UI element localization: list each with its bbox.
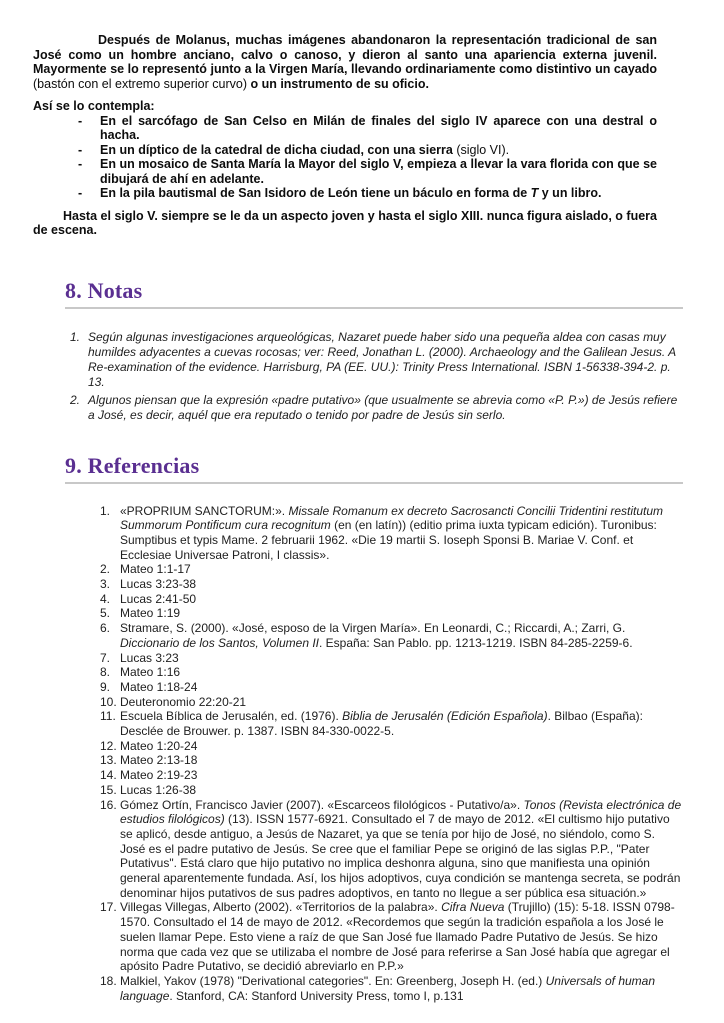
item-text xyxy=(100,157,657,186)
reference-item xyxy=(33,592,683,607)
item-marker: 12. xyxy=(100,738,117,753)
paragraph-asi-se-lo-contempla: Así se lo contempla: xyxy=(33,99,155,113)
text-run: «PROPRIUM SANCTORUM:». xyxy=(120,503,289,518)
text-run: (13). ISSN 1577-6921. Consultado el 7 de mayo de 2012. «El cultismo hijo putativo se aplicó, desde antiguo, a Jesús de Nazaret, ya que se tenía por hijo de José, no siéndolo, como S. José es el padre putativo de Jesús. Se cree que el familiar Pepe se originó de las siglas P.P., "Pater Putativus". Está claro que hijo putativo no implica deshonra alguna, sino que manifiesta una opinión general aparentemente fundada. Así, los hijos adoptivos, cuya condición se mantenga secreta, se podrán denominar hijos putativos de sus padres adoptivos, en tanto no llegue a ser pública esa situación.» xyxy=(120,812,681,900)
item-marker: 11. xyxy=(100,709,116,724)
text-run: Después de Molanus, muchas imágenes abandonaron la representación tradicional de san José como un hombre anciano, calvo o canoso, y dieron al santo una apariencia externa juvenil. Mayormente se lo representó junto a la Virgen María, llevando ordinariamente como distintivo un cayado xyxy=(33,33,657,76)
item-marker: - xyxy=(78,157,83,171)
paragraph-despues-de-molanus xyxy=(33,33,657,91)
paragraph-hasta-el-siglo: Hasta el siglo V. siempre se le da un aspecto joven y hasta el siglo XIII. nunca figura aislado, o fuera de escena. xyxy=(33,208,657,237)
item-marker: 17. xyxy=(100,900,117,915)
text-run: En un mosaico de Santa María la Mayor del siglo V, empieza a llevar la vara florida con que se dibujará de ahí en adelante. xyxy=(100,157,657,186)
reference-item xyxy=(33,798,683,901)
item-text xyxy=(120,709,643,738)
reference-item xyxy=(33,562,683,577)
text-run: Cifra Nueva xyxy=(441,900,505,915)
item-marker: 2. xyxy=(70,392,81,407)
item-text xyxy=(120,798,681,900)
text-run: Según algunas investigaciones arqueológicas, Nazaret puede haber sido una pequeña aldea con casas muy humildes adyacentes a cuevas rocosas; ver: Reed, Jonathan L. (2000). Archaeology and the Galilean Jesus. A Re-examination of the evidence. Harrisburg, PA (EE. UU.): Trinity Press International. ISBN 1-56338-394-2. p. 13. xyxy=(88,329,676,389)
reference-item xyxy=(33,695,683,710)
text-run: . Stanford, CA: Stanford University Press, tomo I, p.131 xyxy=(169,988,464,1003)
text-run: Lucas 3:23 xyxy=(120,650,179,665)
bullet-item xyxy=(33,114,657,143)
item-text xyxy=(120,606,180,620)
item-marker: 10. xyxy=(100,694,117,709)
reference-item xyxy=(33,577,683,592)
item-text xyxy=(120,783,196,797)
text-run: (Trujillo) (15): 5-18. ISSN 0798-1570. Consultado el 14 de mayo de 2012. «Recordemos que según la tradición española a los José le suelen llamar Pepe. Esto viene a raíz de que San José fue llamado Padre Putativo de Jesús. Se hizo norma que cada vez que se utilizaba el nombre de José para referirse a San José había que agregar el apósito Padre Putativo, se decidió abreviarlo en P.P.» xyxy=(120,900,675,974)
item-marker: 1. xyxy=(70,329,81,344)
item-marker: 7. xyxy=(100,650,111,665)
item-marker: 6. xyxy=(100,621,111,636)
item-marker: 16. xyxy=(100,797,117,812)
item-marker: 14. xyxy=(100,768,117,783)
item-text xyxy=(120,577,196,591)
item-text xyxy=(120,504,663,562)
reference-item xyxy=(33,504,683,563)
note-item xyxy=(33,393,683,423)
reference-item xyxy=(33,651,683,666)
text-run: . Bilbao (España): Desclée de Brouwer. p. 1387. ISBN 84-330-0022-5. xyxy=(120,709,643,739)
item-text xyxy=(120,562,191,576)
reference-item xyxy=(33,974,683,1003)
item-marker: 8. xyxy=(100,665,111,680)
reference-item xyxy=(33,768,683,783)
notes-list xyxy=(33,330,683,423)
item-text xyxy=(100,186,601,200)
text-run: Biblia de Jerusalén (Edición Española) xyxy=(342,709,548,724)
note-item xyxy=(33,330,683,390)
item-marker: - xyxy=(78,142,83,157)
text-run: Universals of human language xyxy=(120,974,656,1003)
reference-item xyxy=(33,606,683,621)
reference-item xyxy=(33,621,683,650)
bullet-item xyxy=(33,143,657,158)
text-run: Villegas Villegas, Alberto (2002). «Territorios de la palabra». xyxy=(120,900,442,915)
text-run: Mateo 1:19 xyxy=(120,606,181,621)
reference-item xyxy=(33,709,683,738)
item-text xyxy=(120,900,675,973)
section-heading-notas: 8. Notas xyxy=(65,278,683,309)
item-marker: 1. xyxy=(100,503,111,518)
text-run: Mateo 2:19-23 xyxy=(120,768,198,783)
item-text xyxy=(120,753,197,767)
item-marker: - xyxy=(78,113,83,128)
bullet-item xyxy=(33,157,657,186)
item-text xyxy=(100,114,657,143)
reference-item xyxy=(33,753,683,768)
text-run: Diccionario de los Santos, Volumen II xyxy=(120,635,319,650)
text-run: Mateo 2:13-18 xyxy=(120,753,198,768)
reference-item xyxy=(33,739,683,754)
item-marker: 2. xyxy=(100,562,111,577)
reference-item xyxy=(33,680,683,695)
text-run: En el sarcófago de San Celso en Milán de finales del siglo IV aparece con una destral o hacha. xyxy=(100,113,657,142)
text-run: T xyxy=(530,186,539,200)
item-text xyxy=(100,143,509,157)
text-run: Missale Romanum ex decreto Sacrosancti Concilii Tridentini restitutum Summorum Pontificum cura recognitum xyxy=(120,503,664,533)
text-run: Gómez Ortín, Francisco Javier (2007). «Escarceos filológicos - Putativo/a». xyxy=(120,797,524,812)
item-text xyxy=(120,739,197,753)
item-text xyxy=(120,768,197,782)
text-run: Tonos (Revista electrónica de estudios filológicos) xyxy=(120,797,682,827)
item-text xyxy=(120,592,196,606)
bullet-list xyxy=(33,114,657,201)
text-run: Mateo 1:16 xyxy=(120,665,181,680)
text-run: En un díptico de la catedral de dicha ciudad, con una sierra xyxy=(100,142,457,157)
text-run: Mateo 1:1-17 xyxy=(120,562,191,577)
item-marker: 3. xyxy=(100,577,111,592)
item-text xyxy=(120,651,179,665)
text-run: Lucas 3:23-38 xyxy=(120,577,197,592)
text-run: y un libro. xyxy=(538,186,602,200)
item-marker: 4. xyxy=(100,591,111,606)
text-run: Lucas 2:41-50 xyxy=(120,591,197,606)
item-marker: 13. xyxy=(100,753,117,768)
text-run: . España: San Pablo. pp. 1213-1219. ISBN 84-285-2259-6. xyxy=(319,635,633,650)
item-text xyxy=(120,974,655,1003)
reference-item xyxy=(33,665,683,680)
text-run: Stramare, S. (2000). «José, esposo de la Virgen María». En Leonardi, C.; Riccardi, A.; Zarri, G. xyxy=(120,621,626,636)
item-marker: - xyxy=(78,186,83,200)
text-run: Mateo 1:20-24 xyxy=(120,738,198,753)
text-run: Lucas 1:26-38 xyxy=(120,782,197,797)
text-run: (siglo VI). xyxy=(456,142,510,157)
text-run: En la pila bautismal de San Isidoro de León tiene un báculo en forma de xyxy=(100,186,531,200)
text-run: Mateo 1:18-24 xyxy=(120,679,198,694)
item-marker: 5. xyxy=(100,606,111,621)
item-marker: 9. xyxy=(100,679,111,694)
item-text xyxy=(120,621,633,650)
item-text xyxy=(120,665,180,679)
item-marker: 15. xyxy=(100,782,117,797)
text-run: Malkiel, Yakov (1978) "Derivational categories". En: Greenberg, Joseph H. (ed.) xyxy=(120,974,546,988)
text-run: (en (en latín)) (editio prima iuxta typicam edición). Turonibus: Sumptibus et typis Mame. 2 februarii 1962. «Die 19 martii S. Ioseph Sponsi B. Mariae V. Conf. et Ecclesiae Universae Patroni, I classis». xyxy=(120,518,657,562)
reference-item xyxy=(33,783,683,798)
text-run: Escuela Bíblica de Jerusalén, ed. (1976). xyxy=(120,709,343,724)
text-run: Algunos piensan que la expresión «padre putativo» (que usualmente se abrevia como «P. P.») de Jesús refiere a José, es decir, aquél que era reputado o tenido por padre de Jesús sin serlo. xyxy=(88,392,678,422)
item-text xyxy=(120,680,197,694)
section-heading-referencias: 9. Referencias xyxy=(65,453,683,484)
references-list xyxy=(33,504,683,1004)
item-text xyxy=(88,330,676,389)
text-run: o un instrumento de su oficio. xyxy=(250,76,429,91)
text-run: Deuteronomio 22:20-21 xyxy=(120,694,247,709)
item-text xyxy=(120,695,246,709)
reference-item xyxy=(33,900,683,974)
item-text xyxy=(88,393,677,422)
item-marker: 18. xyxy=(100,974,117,988)
text-run: (bastón con el extremo superior curvo) xyxy=(33,76,251,91)
bullet-item xyxy=(33,186,657,201)
